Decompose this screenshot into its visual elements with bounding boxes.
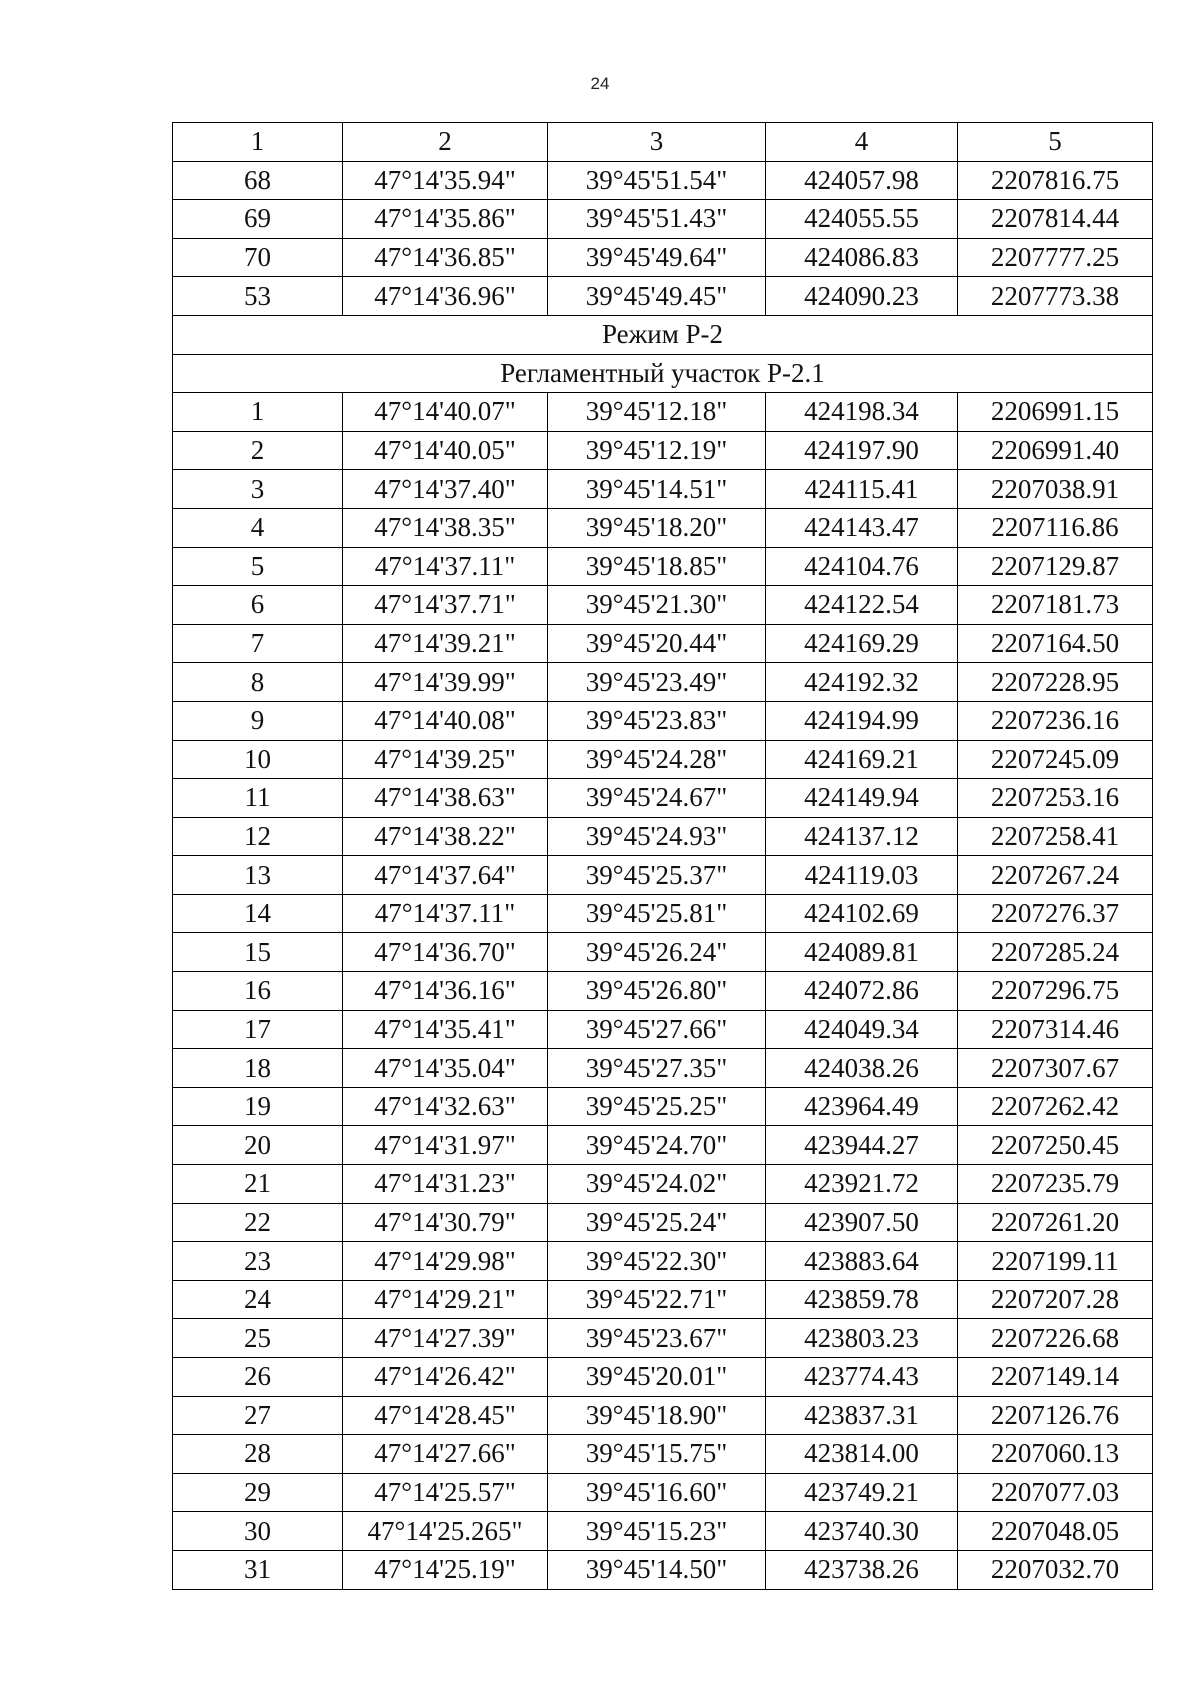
x-coordinate-cell: 424115.41 — [766, 470, 958, 509]
latitude-cell: 47°14'40.07" — [343, 393, 548, 432]
longitude-cell: 39°45'12.19" — [548, 431, 766, 470]
y-coordinate-cell: 2207285.24 — [958, 933, 1153, 972]
point-number-cell: 53 — [173, 277, 343, 316]
longitude-cell: 39°45'18.85" — [548, 547, 766, 586]
longitude-cell: 39°45'25.81" — [548, 894, 766, 933]
y-coordinate-cell: 2207816.75 — [958, 161, 1153, 200]
table-row — [173, 817, 1153, 856]
y-coordinate-cell: 2207261.20 — [958, 1203, 1153, 1242]
point-number-cell: 14 — [173, 894, 343, 933]
table-row — [173, 933, 1153, 972]
latitude-cell: 47°14'25.57" — [343, 1473, 548, 1512]
longitude-cell: 39°45'23.49" — [548, 663, 766, 702]
y-coordinate-cell: 2207181.73 — [958, 586, 1153, 625]
latitude-cell: 47°14'28.45" — [343, 1396, 548, 1435]
latitude-cell: 47°14'31.23" — [343, 1165, 548, 1204]
longitude-cell: 39°45'22.30" — [548, 1242, 766, 1281]
point-number-cell: 31 — [173, 1550, 343, 1589]
latitude-cell: 47°14'35.41" — [343, 1010, 548, 1049]
point-number-cell: 2 — [173, 431, 343, 470]
y-coordinate-cell: 2207032.70 — [958, 1550, 1153, 1589]
x-coordinate-cell: 424149.94 — [766, 779, 958, 818]
table-row — [173, 1280, 1153, 1319]
point-number-cell: 25 — [173, 1319, 343, 1358]
point-number-cell: 69 — [173, 200, 343, 239]
point-number-cell: 3 — [173, 470, 343, 509]
x-coordinate-cell: 423921.72 — [766, 1165, 958, 1204]
point-number-cell: 10 — [173, 740, 343, 779]
table-row — [173, 1087, 1153, 1126]
table-row — [173, 1319, 1153, 1358]
y-coordinate-cell: 2207048.05 — [958, 1512, 1153, 1551]
x-coordinate-cell: 424049.34 — [766, 1010, 958, 1049]
y-coordinate-cell: 2207116.86 — [958, 508, 1153, 547]
longitude-cell: 39°45'15.23" — [548, 1512, 766, 1551]
point-number-cell: 20 — [173, 1126, 343, 1165]
page-number: 24 — [590, 74, 610, 93]
point-number-cell: 8 — [173, 663, 343, 702]
longitude-cell: 39°45'20.01" — [548, 1358, 766, 1397]
point-number-cell: 28 — [173, 1435, 343, 1474]
longitude-cell: 39°45'27.66" — [548, 1010, 766, 1049]
point-number-cell: 21 — [173, 1165, 343, 1204]
table-row — [173, 740, 1153, 779]
latitude-cell: 47°14'35.86" — [343, 200, 548, 239]
latitude-cell: 47°14'38.22" — [343, 817, 548, 856]
latitude-cell: 47°14'29.98" — [343, 1242, 548, 1281]
longitude-cell: 39°45'26.80" — [548, 972, 766, 1011]
latitude-cell: 47°14'39.99" — [343, 663, 548, 702]
point-number-cell: 19 — [173, 1087, 343, 1126]
point-number-cell: 27 — [173, 1396, 343, 1435]
column-header: 5 — [958, 123, 1153, 162]
x-coordinate-cell: 424194.99 — [766, 701, 958, 740]
y-coordinate-cell: 2207245.09 — [958, 740, 1153, 779]
latitude-cell: 47°14'36.16" — [343, 972, 548, 1011]
latitude-cell: 47°14'37.40" — [343, 470, 548, 509]
longitude-cell: 39°45'23.83" — [548, 701, 766, 740]
longitude-cell: 39°45'14.50" — [548, 1550, 766, 1589]
x-coordinate-cell: 423837.31 — [766, 1396, 958, 1435]
x-coordinate-cell: 424198.34 — [766, 393, 958, 432]
point-number-cell: 22 — [173, 1203, 343, 1242]
point-number-cell: 9 — [173, 701, 343, 740]
table-row — [173, 1049, 1153, 1088]
table-row — [173, 238, 1153, 277]
y-coordinate-cell: 2207307.67 — [958, 1049, 1153, 1088]
x-coordinate-cell: 424122.54 — [766, 586, 958, 625]
table-row — [173, 431, 1153, 470]
y-coordinate-cell: 2207164.50 — [958, 624, 1153, 663]
table-row — [173, 701, 1153, 740]
table-row — [173, 393, 1153, 432]
y-coordinate-cell: 2207773.38 — [958, 277, 1153, 316]
y-coordinate-cell: 2207262.42 — [958, 1087, 1153, 1126]
y-coordinate-cell: 2207038.91 — [958, 470, 1153, 509]
table-row — [173, 1358, 1153, 1397]
table-row — [173, 894, 1153, 933]
x-coordinate-cell: 424119.03 — [766, 856, 958, 895]
point-number-cell: 12 — [173, 817, 343, 856]
latitude-cell: 47°14'35.94" — [343, 161, 548, 200]
point-number-cell: 30 — [173, 1512, 343, 1551]
subsection-title: Регламентный участок Р-2.1 — [173, 354, 1153, 393]
point-number-cell: 70 — [173, 238, 343, 277]
longitude-cell: 39°45'49.45" — [548, 277, 766, 316]
latitude-cell: 47°14'36.96" — [343, 277, 548, 316]
table-row — [173, 200, 1153, 239]
y-coordinate-cell: 2207226.68 — [958, 1319, 1153, 1358]
x-coordinate-cell: 424104.76 — [766, 547, 958, 586]
table-row — [173, 663, 1153, 702]
column-header-row — [173, 123, 1153, 162]
point-number-cell: 15 — [173, 933, 343, 972]
x-coordinate-cell: 423907.50 — [766, 1203, 958, 1242]
x-coordinate-cell: 423738.26 — [766, 1550, 958, 1589]
longitude-cell: 39°45'18.90" — [548, 1396, 766, 1435]
table-row — [173, 1512, 1153, 1551]
table-row — [173, 972, 1153, 1011]
longitude-cell: 39°45'51.54" — [548, 161, 766, 200]
point-number-cell: 7 — [173, 624, 343, 663]
y-coordinate-cell: 2207314.46 — [958, 1010, 1153, 1049]
point-number-cell: 24 — [173, 1280, 343, 1319]
x-coordinate-cell: 423814.00 — [766, 1435, 958, 1474]
x-coordinate-cell: 423859.78 — [766, 1280, 958, 1319]
coordinates-table-body — [173, 123, 1153, 1590]
longitude-cell: 39°45'27.35" — [548, 1049, 766, 1088]
longitude-cell: 39°45'23.67" — [548, 1319, 766, 1358]
table-row — [173, 1126, 1153, 1165]
point-number-cell: 18 — [173, 1049, 343, 1088]
latitude-cell: 47°14'38.63" — [343, 779, 548, 818]
table-row — [173, 161, 1153, 200]
subsection-title-row — [173, 354, 1153, 393]
table-row — [173, 1396, 1153, 1435]
y-coordinate-cell: 2207258.41 — [958, 817, 1153, 856]
column-header: 2 — [343, 123, 548, 162]
longitude-cell: 39°45'22.71" — [548, 1280, 766, 1319]
table-row — [173, 624, 1153, 663]
x-coordinate-cell: 424057.98 — [766, 161, 958, 200]
x-coordinate-cell: 424072.86 — [766, 972, 958, 1011]
table-row — [173, 1473, 1153, 1512]
longitude-cell: 39°45'16.60" — [548, 1473, 766, 1512]
table-row — [173, 1165, 1153, 1204]
point-number-cell: 13 — [173, 856, 343, 895]
x-coordinate-cell: 423964.49 — [766, 1087, 958, 1126]
point-number-cell: 4 — [173, 508, 343, 547]
y-coordinate-cell: 2207250.45 — [958, 1126, 1153, 1165]
x-coordinate-cell: 424169.21 — [766, 740, 958, 779]
x-coordinate-cell: 424086.83 — [766, 238, 958, 277]
column-header: 1 — [173, 123, 343, 162]
table-row — [173, 470, 1153, 509]
x-coordinate-cell: 424169.29 — [766, 624, 958, 663]
table-row — [173, 586, 1153, 625]
table-row — [173, 779, 1153, 818]
y-coordinate-cell: 2207235.79 — [958, 1165, 1153, 1204]
latitude-cell: 47°14'25.19" — [343, 1550, 548, 1589]
latitude-cell: 47°14'31.97" — [343, 1126, 548, 1165]
x-coordinate-cell: 423944.27 — [766, 1126, 958, 1165]
column-header: 4 — [766, 123, 958, 162]
section-title-row — [173, 315, 1153, 354]
longitude-cell: 39°45'15.75" — [548, 1435, 766, 1474]
x-coordinate-cell: 423883.64 — [766, 1242, 958, 1281]
y-coordinate-cell: 2206991.15 — [958, 393, 1153, 432]
column-header: 3 — [548, 123, 766, 162]
x-coordinate-cell: 424089.81 — [766, 933, 958, 972]
longitude-cell: 39°45'25.24" — [548, 1203, 766, 1242]
latitude-cell: 47°14'29.21" — [343, 1280, 548, 1319]
longitude-cell: 39°45'18.20" — [548, 508, 766, 547]
longitude-cell: 39°45'24.02" — [548, 1165, 766, 1204]
y-coordinate-cell: 2207228.95 — [958, 663, 1153, 702]
latitude-cell: 47°14'35.04" — [343, 1049, 548, 1088]
point-number-cell: 68 — [173, 161, 343, 200]
table-row — [173, 277, 1153, 316]
longitude-cell: 39°45'51.43" — [548, 200, 766, 239]
longitude-cell: 39°45'26.24" — [548, 933, 766, 972]
x-coordinate-cell: 423749.21 — [766, 1473, 958, 1512]
y-coordinate-cell: 2207207.28 — [958, 1280, 1153, 1319]
latitude-cell: 47°14'36.70" — [343, 933, 548, 972]
latitude-cell: 47°14'40.05" — [343, 431, 548, 470]
point-number-cell: 29 — [173, 1473, 343, 1512]
y-coordinate-cell: 2207296.75 — [958, 972, 1153, 1011]
y-coordinate-cell: 2207199.11 — [958, 1242, 1153, 1281]
table-row — [173, 1435, 1153, 1474]
x-coordinate-cell: 424137.12 — [766, 817, 958, 856]
y-coordinate-cell: 2207126.76 — [958, 1396, 1153, 1435]
latitude-cell: 47°14'39.21" — [343, 624, 548, 663]
longitude-cell: 39°45'25.25" — [548, 1087, 766, 1126]
latitude-cell: 47°14'39.25" — [343, 740, 548, 779]
latitude-cell: 47°14'32.63" — [343, 1087, 548, 1126]
longitude-cell: 39°45'14.51" — [548, 470, 766, 509]
x-coordinate-cell: 423740.30 — [766, 1512, 958, 1551]
y-coordinate-cell: 2207060.13 — [958, 1435, 1153, 1474]
table-row — [173, 1242, 1153, 1281]
point-number-cell: 1 — [173, 393, 343, 432]
longitude-cell: 39°45'24.28" — [548, 740, 766, 779]
latitude-cell: 47°14'37.64" — [343, 856, 548, 895]
longitude-cell: 39°45'24.70" — [548, 1126, 766, 1165]
y-coordinate-cell: 2207267.24 — [958, 856, 1153, 895]
x-coordinate-cell: 424090.23 — [766, 277, 958, 316]
point-number-cell: 6 — [173, 586, 343, 625]
x-coordinate-cell: 424038.26 — [766, 1049, 958, 1088]
longitude-cell: 39°45'24.67" — [548, 779, 766, 818]
point-number-cell: 5 — [173, 547, 343, 586]
point-number-cell: 23 — [173, 1242, 343, 1281]
y-coordinate-cell: 2207276.37 — [958, 894, 1153, 933]
longitude-cell: 39°45'24.93" — [548, 817, 766, 856]
point-number-cell: 11 — [173, 779, 343, 818]
latitude-cell: 47°14'26.42" — [343, 1358, 548, 1397]
coordinates-table — [172, 122, 1153, 1590]
table-row — [173, 856, 1153, 895]
y-coordinate-cell: 2207077.03 — [958, 1473, 1153, 1512]
y-coordinate-cell: 2207149.14 — [958, 1358, 1153, 1397]
latitude-cell: 47°14'27.66" — [343, 1435, 548, 1474]
longitude-cell: 39°45'12.18" — [548, 393, 766, 432]
point-number-cell: 26 — [173, 1358, 343, 1397]
latitude-cell: 47°14'40.08" — [343, 701, 548, 740]
latitude-cell: 47°14'38.35" — [343, 508, 548, 547]
latitude-cell: 47°14'25.265" — [343, 1512, 548, 1551]
table-row — [173, 508, 1153, 547]
point-number-cell: 16 — [173, 972, 343, 1011]
table-row — [173, 1203, 1153, 1242]
x-coordinate-cell: 423774.43 — [766, 1358, 958, 1397]
latitude-cell: 47°14'36.85" — [343, 238, 548, 277]
x-coordinate-cell: 423803.23 — [766, 1319, 958, 1358]
latitude-cell: 47°14'37.11" — [343, 894, 548, 933]
x-coordinate-cell: 424102.69 — [766, 894, 958, 933]
latitude-cell: 47°14'30.79" — [343, 1203, 548, 1242]
longitude-cell: 39°45'25.37" — [548, 856, 766, 895]
longitude-cell: 39°45'21.30" — [548, 586, 766, 625]
latitude-cell: 47°14'27.39" — [343, 1319, 548, 1358]
latitude-cell: 47°14'37.71" — [343, 586, 548, 625]
y-coordinate-cell: 2207129.87 — [958, 547, 1153, 586]
table-row — [173, 1010, 1153, 1049]
x-coordinate-cell: 424192.32 — [766, 663, 958, 702]
table-row — [173, 547, 1153, 586]
longitude-cell: 39°45'49.64" — [548, 238, 766, 277]
x-coordinate-cell: 424197.90 — [766, 431, 958, 470]
table-row — [173, 1550, 1153, 1589]
y-coordinate-cell: 2207814.44 — [958, 200, 1153, 239]
longitude-cell: 39°45'20.44" — [548, 624, 766, 663]
section-title: Режим Р-2 — [173, 315, 1153, 354]
y-coordinate-cell: 2206991.40 — [958, 431, 1153, 470]
point-number-cell: 17 — [173, 1010, 343, 1049]
y-coordinate-cell: 2207236.16 — [958, 701, 1153, 740]
x-coordinate-cell: 424055.55 — [766, 200, 958, 239]
y-coordinate-cell: 2207777.25 — [958, 238, 1153, 277]
x-coordinate-cell: 424143.47 — [766, 508, 958, 547]
latitude-cell: 47°14'37.11" — [343, 547, 548, 586]
y-coordinate-cell: 2207253.16 — [958, 779, 1153, 818]
